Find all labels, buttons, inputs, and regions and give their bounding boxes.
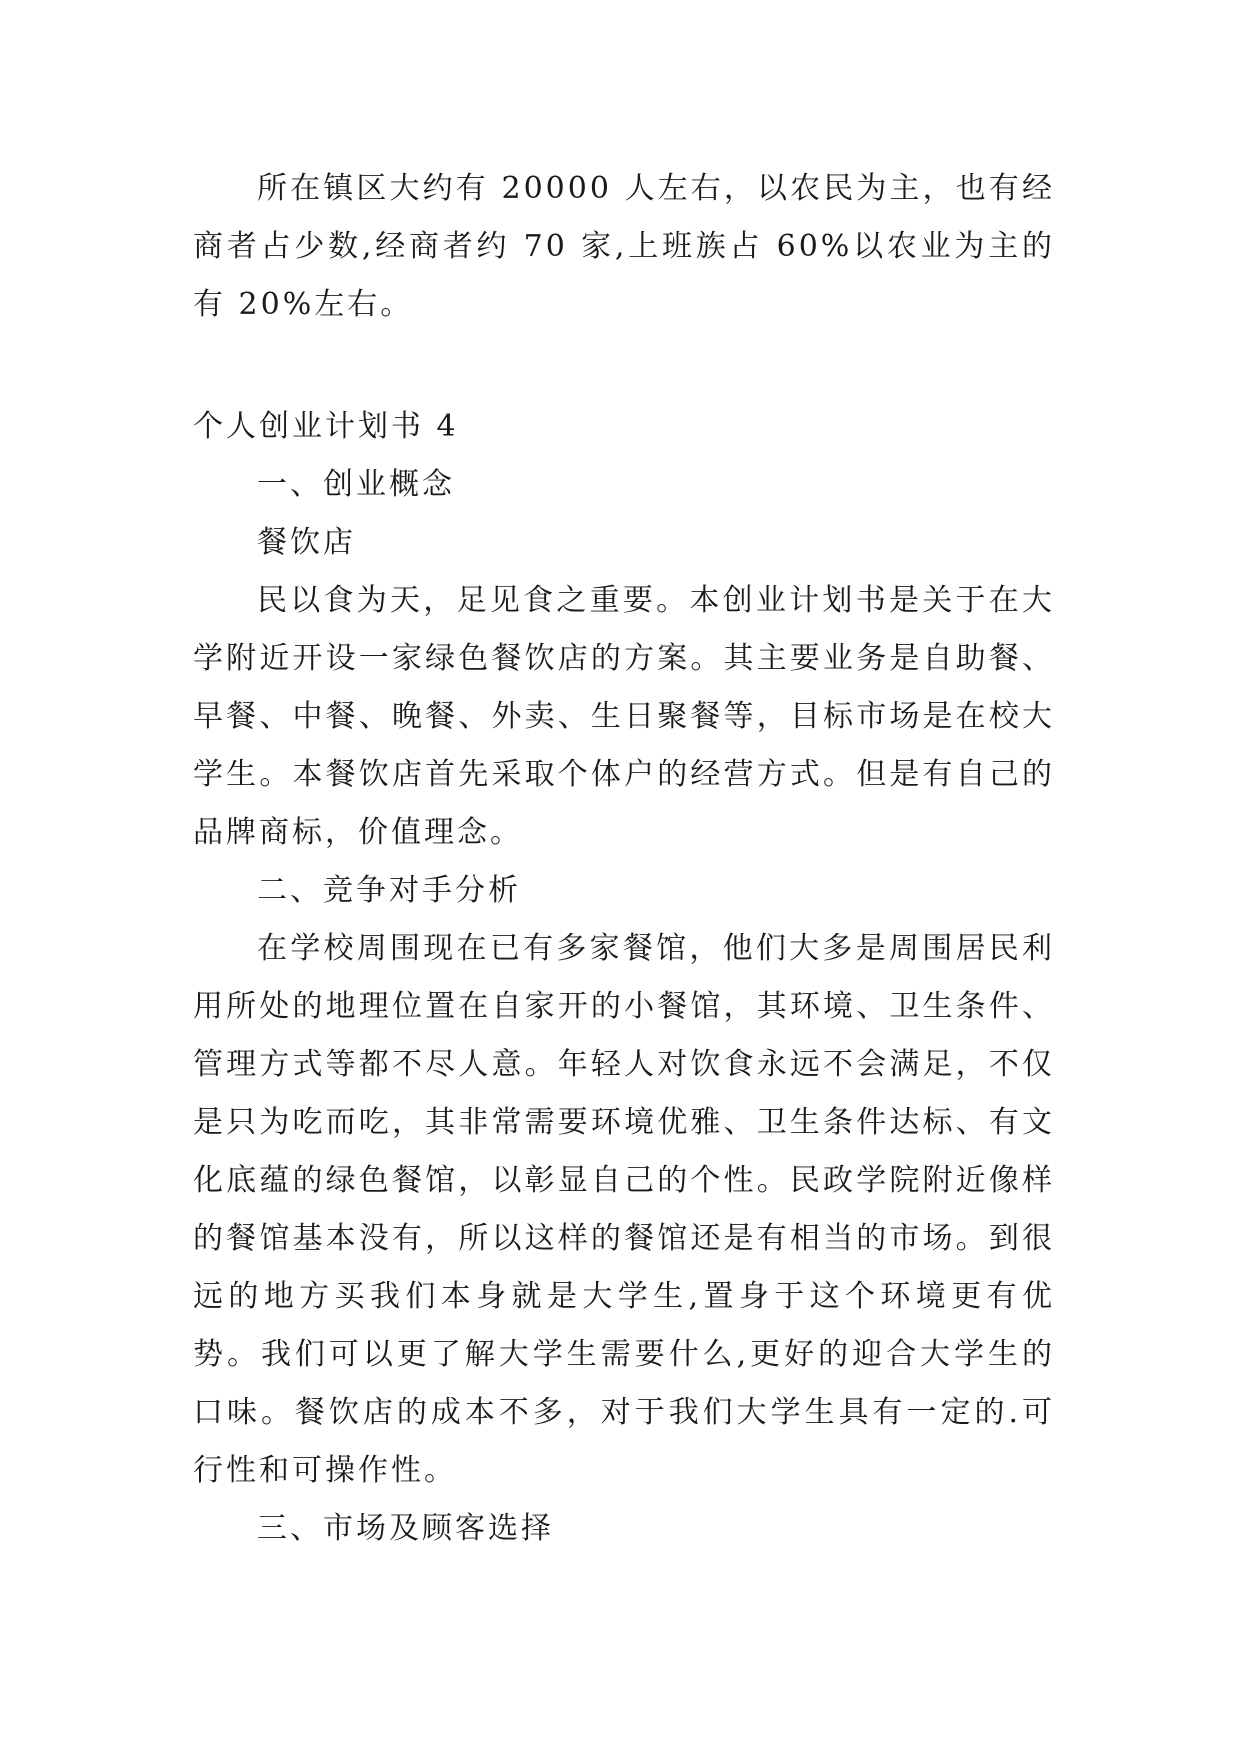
section-subheading-restaurant: 餐饮店	[257, 525, 356, 560]
document-title: 个人创业计划书 4	[193, 409, 459, 444]
document-body	[193, 160, 1055, 1558]
section-heading-competition: 二、竞争对手分析	[257, 873, 521, 908]
section-paragraph-competition: 在学校周围现在已有多家餐馆，他们大多是周围居民利用所处的地理位置在自家开的小餐馆，其环境、卫生条件、管理方式等都不尽人意。年轻人对饮食永远不会满足，不仅是只为吃而吃，其非常需要环境优雅、卫生条件达标、有文化底蕴的绿色餐馆，以彰显自己的个性。民政学院附近像样的餐馆基本没有，所以这样的餐馆还是有相当的市场。到很远的地方买我们本身就是大学生,置身于这个环境更有优势。我们可以更了解大学生需要什么,更好的迎合大学生的口味。餐饮店的成本不多，对于我们大学生具有一定的.可行性和可操作性。	[193, 931, 1055, 1488]
section-heading-concept: 一、创业概念	[257, 467, 455, 502]
paragraph-gap	[193, 334, 1055, 398]
section-heading-market: 三、市场及顾客选择	[257, 1511, 554, 1546]
intro-paragraph: 所在镇区大约有 20000 人左右，以农民为主，也有经商者占少数,经商者约 70 家,上班族占 60%以农业为主的有 20%左右。	[193, 171, 1055, 322]
section-paragraph-concept: 民以食为天，足见食之重要。本创业计划书是关于在大学附近开设一家绿色餐饮店的方案。其主要业务是自助餐、早餐、中餐、晚餐、外卖、生日聚餐等，目标市场是在校大学生。本餐饮店首先采取个体户的经营方式。但是有自己的品牌商标，价值理念。	[193, 583, 1055, 850]
